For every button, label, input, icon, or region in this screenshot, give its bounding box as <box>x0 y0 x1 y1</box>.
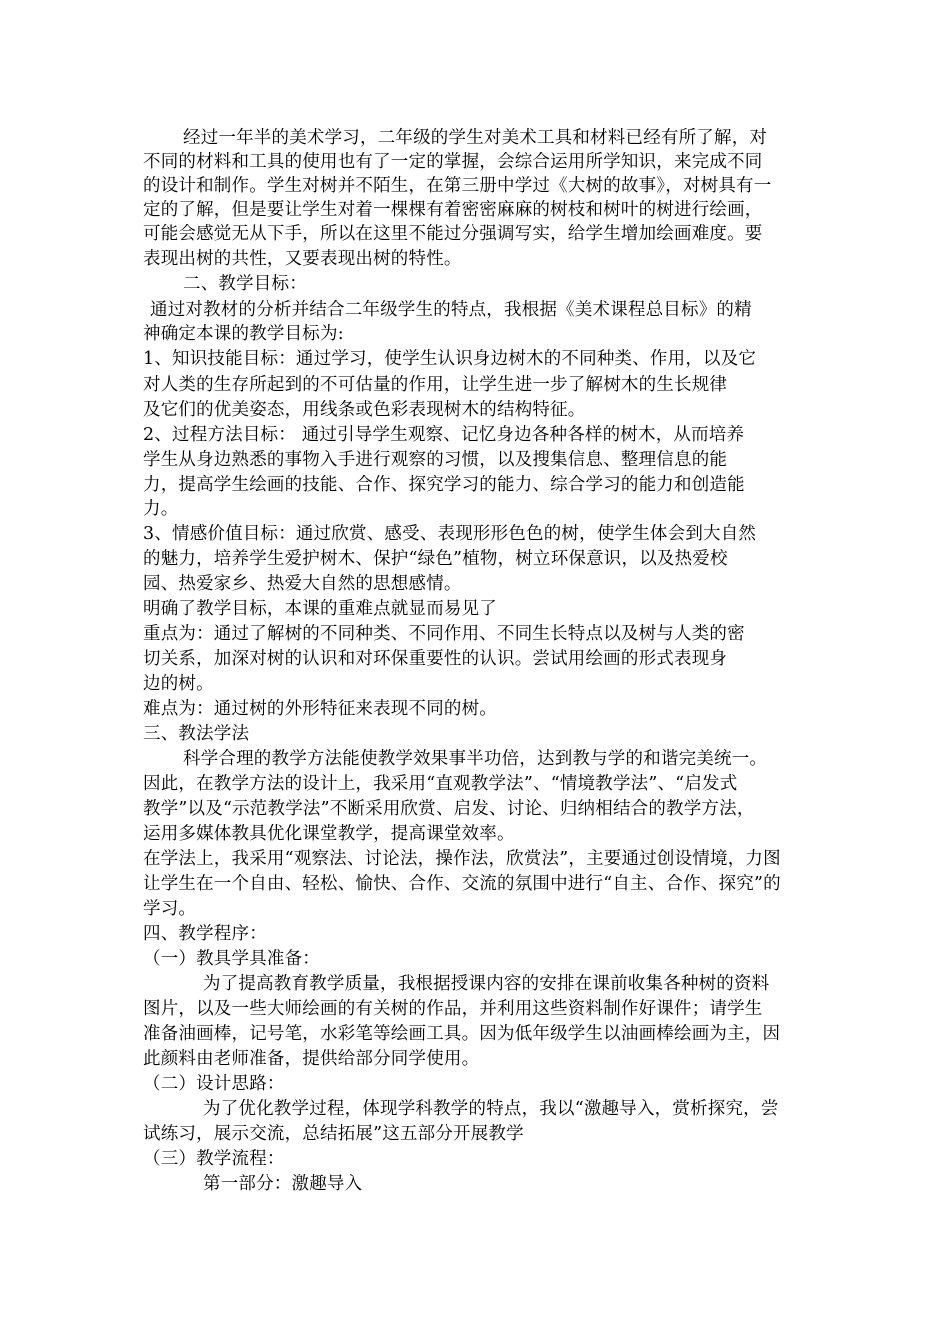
paragraph-line: 不同的材料和工具的使用也有了一定的掌握，会综合运用所学知识，来完成不同 <box>143 152 763 172</box>
paragraph-line: 学生从身边熟悉的事物入手进行观察的习惯，以及搜集信息、整理信息的能 <box>143 450 728 470</box>
paragraph-line: 力，提高学生绘画的技能、合作、探究学习的能力、综合学习的能力和创造能 <box>143 475 745 495</box>
paragraph-line: 运用多媒体教具优化课堂教学，提高课堂效率。 <box>143 824 515 844</box>
paragraph-line: 园、热爱家乡、热爱大自然的思想感情。 <box>143 574 462 594</box>
paragraph-line: 此颜料由老师准备，提供给部分同学使用。 <box>143 1049 480 1069</box>
paragraph-line: 及它们的优美姿态，用线条或色彩表现树木的结构特征。 <box>143 400 586 420</box>
paragraph-line: 难点为：通过树的外形特征来表现不同的树。 <box>143 699 497 719</box>
paragraph-line: 准备油画棒，记号笔，水彩笔等绘画工具。因为低年级学生以油画棒绘画为主，因 <box>143 1024 781 1044</box>
subsection-heading: （三）教学流程： <box>143 1149 285 1169</box>
paragraph-line: 对人类的生存所起到的不可估量的作用，让学生进一步了解树木的生长规律 <box>143 375 728 395</box>
section-heading: 二、教学目标： <box>183 274 307 294</box>
section-heading: 四、教学程序： <box>143 924 267 944</box>
paragraph-line: 的魅力，培养学生爱护树木、保护“绿色”植物，树立环保意识，以及热爱校 <box>143 549 728 569</box>
paragraph-line: 的设计和制作。学生对树并不陌生，在第三册中学过《大树的故事》，对树具有一 <box>143 176 772 196</box>
paragraph-line: 在学法上，我采用“观察法、讨论法，操作法，欣赏法”，主要通过创设情境，力图 <box>143 849 781 869</box>
paragraph-line: 因此，在教学方法的设计上，我采用“直观教学法”、“情境教学法”、“启发式 <box>143 774 738 794</box>
paragraph-line: 科学合理的教学方法能使教学效果事半功倍，达到教与学的和谐完美统一。 <box>183 749 768 769</box>
subsection-heading: （一）教具学具准备： <box>143 949 320 969</box>
paragraph-line: 神确定本课的教学目标为: <box>143 324 344 344</box>
paragraph-line: 试练习，展示交流，总结拓展”这五部分开展教学 <box>143 1124 524 1144</box>
paragraph-line: 切关系，加深对树的认识和对环保重要性的认识。尝试用绘画的形式表现身 <box>143 649 728 669</box>
paragraph-line: 图片，以及一些大师绘画的有关树的作品，并利用这些资料制作好课件；请学生 <box>143 999 763 1019</box>
paragraph-line: 为了提高教育教学质量，我根据授课内容的安排在课前收集各种树的资料 <box>203 974 770 994</box>
paragraph-line: 3、情感价值目标：通过欣赏、感受、表现形形色色的树，使学生体会到大自然 <box>143 524 757 544</box>
paragraph-line: 边的树。 <box>143 674 214 694</box>
section-heading: 三、教法学法 <box>143 724 250 744</box>
paragraph-line: 明确了教学目标，本课的重难点就显而易见了 <box>143 599 497 619</box>
subsection-heading: （二）设计思路： <box>143 1074 285 1094</box>
paragraph-line: 教学”以及“示范教学法”不断采用欣赏、启发、讨论、归纳相结合的教学方法， <box>143 799 755 819</box>
paragraph-line: 为了优化教学过程，体现学科教学的特点，我以“激趣导入，赏析探究，尝 <box>203 1099 779 1119</box>
paragraph-line: 2、过程方法目标： 通过引导学生观察、记忆身边各种各样的树木，从而培养 <box>143 425 745 445</box>
paragraph-line: 经过一年半的美术学习，二年级的学生对美术工具和材料已经有所了解，对 <box>183 128 768 148</box>
paragraph-line: 让学生在一个自由、轻松、愉快、合作、交流的氛围中进行“自主、合作、探究”的 <box>143 874 781 894</box>
paragraph-line: 1、知识技能目标：通过学习，使学生认识身边树木的不同种类、作用，以及它 <box>143 349 757 369</box>
paragraph-line: 第一部分：激趣导入 <box>203 1174 363 1194</box>
paragraph-line: 表现出树的共性，又要表现出树的特性。 <box>143 249 462 269</box>
paragraph-line: 通过对教材的分析并结合二年级学生的特点，我根据《美术课程总目标》的精 <box>150 300 752 320</box>
paragraph-line: 重点为：通过了解树的不同种类、不同作用、不同生长特点以及树与人类的密 <box>143 624 745 644</box>
paragraph-line: 力。 <box>143 499 179 519</box>
paragraph-line: 定的了解，但是要让学生对着一棵棵有着密密麻麻的树枝和树叶的树进行绘画， <box>143 200 763 220</box>
paragraph-line: 可能会感觉无从下手，所以在这里不能过分强调写实，给学生增加绘画难度。要 <box>143 224 763 244</box>
paragraph-line: 学习。 <box>143 899 197 919</box>
